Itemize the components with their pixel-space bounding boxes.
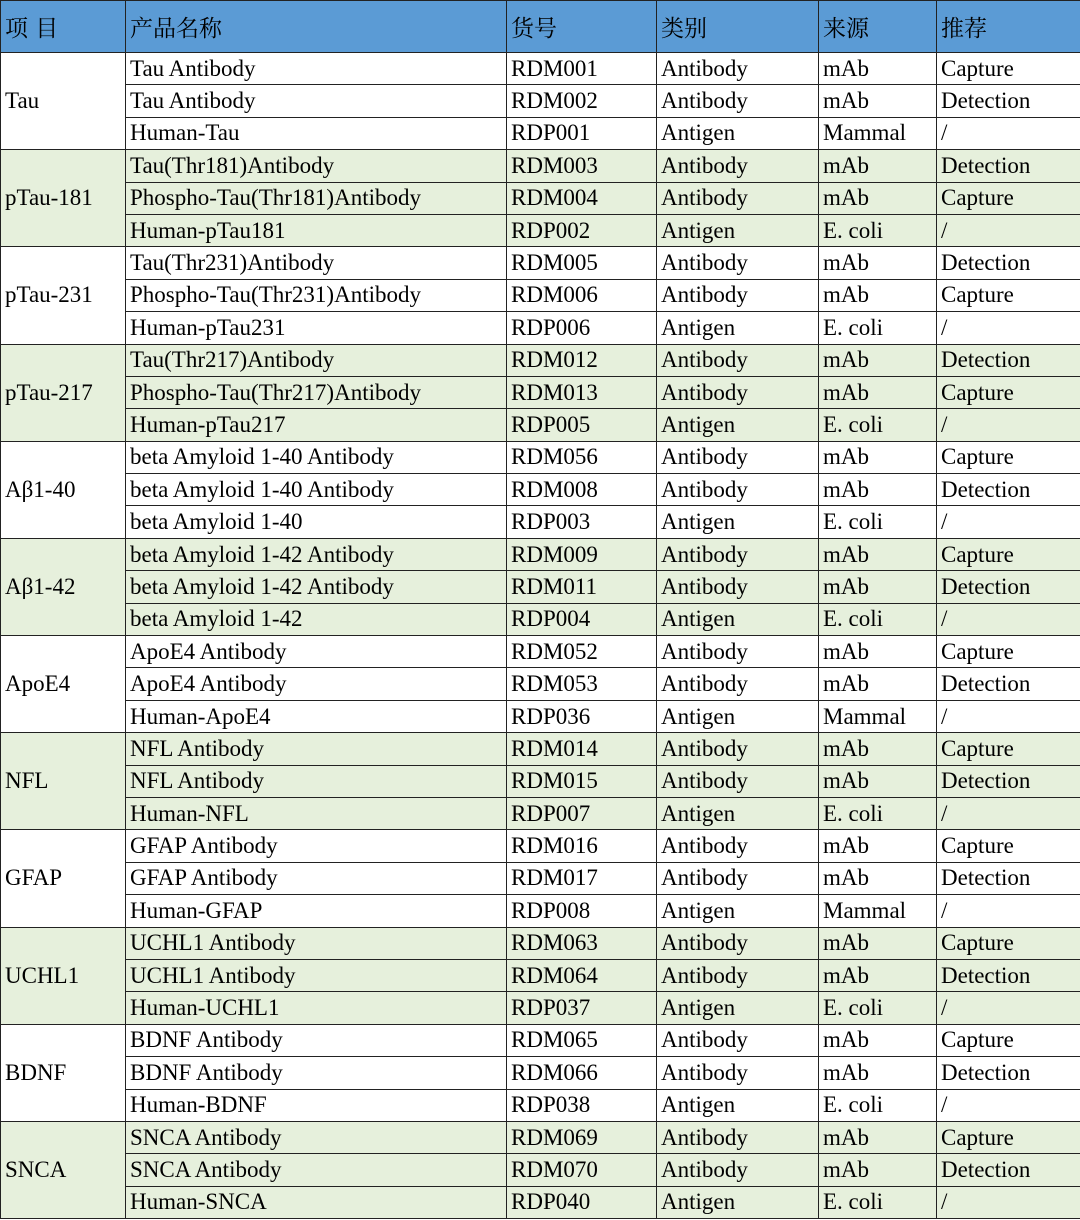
product-name-cell: Phospho-Tau(Thr217)Antibody bbox=[126, 376, 507, 408]
table-row bbox=[1, 312, 1080, 344]
recommendation-cell: Capture bbox=[937, 733, 1080, 765]
recommendation-cell: Detection bbox=[937, 1057, 1080, 1089]
table-row bbox=[1, 117, 1080, 149]
recommendation-cell: / bbox=[937, 797, 1080, 829]
recommendation-cell: Capture bbox=[937, 376, 1080, 408]
catalog-no-cell: RDP007 bbox=[507, 797, 657, 829]
table-row bbox=[1, 895, 1080, 927]
group-label: Aβ1-42 bbox=[1, 538, 126, 635]
table-row bbox=[1, 668, 1080, 700]
recommendation-cell: Capture bbox=[937, 1121, 1080, 1153]
category-cell: Antibody bbox=[657, 441, 819, 473]
product-name-cell: beta Amyloid 1-40 Antibody bbox=[126, 441, 507, 473]
catalog-no-cell: RDM014 bbox=[507, 733, 657, 765]
catalog-no-cell: RDP001 bbox=[507, 117, 657, 149]
catalog-no-cell: RDP040 bbox=[507, 1186, 657, 1218]
table-row bbox=[1, 85, 1080, 117]
recommendation-cell: / bbox=[937, 312, 1080, 344]
catalog-no-cell: RDP036 bbox=[507, 700, 657, 732]
table-row bbox=[1, 959, 1080, 991]
recommendation-cell: Detection bbox=[937, 150, 1080, 182]
product-name-cell: beta Amyloid 1-42 Antibody bbox=[126, 538, 507, 570]
product-name-cell: ApoE4 Antibody bbox=[126, 668, 507, 700]
category-cell: Antibody bbox=[657, 150, 819, 182]
category-cell: Antigen bbox=[657, 1186, 819, 1218]
product-name-cell: beta Amyloid 1-40 Antibody bbox=[126, 474, 507, 506]
category-cell: Antibody bbox=[657, 1154, 819, 1186]
catalog-no-cell: RDM015 bbox=[507, 765, 657, 797]
product-name-cell: Tau(Thr217)Antibody bbox=[126, 344, 507, 376]
table-row bbox=[1, 53, 1080, 85]
category-cell: Antibody bbox=[657, 279, 819, 311]
catalog-no-cell: RDP037 bbox=[507, 992, 657, 1024]
group-label: GFAP bbox=[1, 830, 126, 927]
table-row bbox=[1, 636, 1080, 668]
catalog-no-cell: RDM001 bbox=[507, 53, 657, 85]
catalog-no-cell: RDP005 bbox=[507, 409, 657, 441]
catalog-no-cell: RDM069 bbox=[507, 1121, 657, 1153]
table-row bbox=[1, 797, 1080, 829]
table-row bbox=[1, 1154, 1080, 1186]
source-cell: mAb bbox=[819, 668, 937, 700]
table-row bbox=[1, 1186, 1080, 1218]
category-cell: Antigen bbox=[657, 117, 819, 149]
catalog-no-cell: RDP002 bbox=[507, 214, 657, 246]
category-cell: Antibody bbox=[657, 571, 819, 603]
table-row bbox=[1, 862, 1080, 894]
recommendation-cell: Capture bbox=[937, 636, 1080, 668]
catalog-no-cell: RDP003 bbox=[507, 506, 657, 538]
recommendation-cell: / bbox=[937, 992, 1080, 1024]
table-row bbox=[1, 247, 1080, 279]
recommendation-cell: Capture bbox=[937, 538, 1080, 570]
header-item: 项 目 bbox=[1, 1, 126, 53]
source-cell: mAb bbox=[819, 636, 937, 668]
source-cell: E. coli bbox=[819, 312, 937, 344]
header-row bbox=[1, 1, 1080, 53]
product-name-cell: NFL Antibody bbox=[126, 733, 507, 765]
product-name-cell: Tau Antibody bbox=[126, 53, 507, 85]
table-row bbox=[1, 409, 1080, 441]
category-cell: Antibody bbox=[657, 1057, 819, 1089]
catalog-no-cell: RDM013 bbox=[507, 376, 657, 408]
catalog-no-cell: RDM002 bbox=[507, 85, 657, 117]
product-name-cell: Human-pTau181 bbox=[126, 214, 507, 246]
recommendation-cell: Detection bbox=[937, 959, 1080, 991]
product-name-cell: BDNF Antibody bbox=[126, 1057, 507, 1089]
category-cell: Antibody bbox=[657, 376, 819, 408]
product-name-cell: Human-BDNF bbox=[126, 1089, 507, 1121]
recommendation-cell: / bbox=[937, 214, 1080, 246]
source-cell: E. coli bbox=[819, 797, 937, 829]
recommendation-cell: Detection bbox=[937, 765, 1080, 797]
product-name-cell: Human-ApoE4 bbox=[126, 700, 507, 732]
table-row bbox=[1, 474, 1080, 506]
category-cell: Antibody bbox=[657, 344, 819, 376]
source-cell: E. coli bbox=[819, 992, 937, 1024]
product-name-cell: ApoE4 Antibody bbox=[126, 636, 507, 668]
table-row bbox=[1, 700, 1080, 732]
source-cell: mAb bbox=[819, 85, 937, 117]
group-label: UCHL1 bbox=[1, 927, 126, 1024]
source-cell: mAb bbox=[819, 927, 937, 959]
group-apoe4 bbox=[1, 636, 1080, 733]
category-cell: Antibody bbox=[657, 733, 819, 765]
product-name-cell: NFL Antibody bbox=[126, 765, 507, 797]
category-cell: Antibody bbox=[657, 247, 819, 279]
group-uchl1 bbox=[1, 927, 1080, 1024]
group-label: pTau-181 bbox=[1, 150, 126, 247]
recommendation-cell: Detection bbox=[937, 571, 1080, 603]
recommendation-cell: Detection bbox=[937, 1154, 1080, 1186]
category-cell: Antibody bbox=[657, 85, 819, 117]
recommendation-cell: Detection bbox=[937, 85, 1080, 117]
source-cell: mAb bbox=[819, 830, 937, 862]
recommendation-cell: Detection bbox=[937, 344, 1080, 376]
category-cell: Antigen bbox=[657, 603, 819, 635]
product-name-cell: beta Amyloid 1-42 bbox=[126, 603, 507, 635]
catalog-no-cell: RDM016 bbox=[507, 830, 657, 862]
recommendation-cell: Capture bbox=[937, 53, 1080, 85]
product-name-cell: Human-UCHL1 bbox=[126, 992, 507, 1024]
group-snca bbox=[1, 1121, 1080, 1218]
recommendation-cell: Capture bbox=[937, 830, 1080, 862]
recommendation-cell: / bbox=[937, 1089, 1080, 1121]
product-name-cell: beta Amyloid 1-40 bbox=[126, 506, 507, 538]
catalog-no-cell: RDP006 bbox=[507, 312, 657, 344]
catalog-no-cell: RDM011 bbox=[507, 571, 657, 603]
category-cell: Antibody bbox=[657, 1024, 819, 1056]
group-label: SNCA bbox=[1, 1121, 126, 1218]
product-name-cell: Human-SNCA bbox=[126, 1186, 507, 1218]
catalog-no-cell: RDM056 bbox=[507, 441, 657, 473]
table-row bbox=[1, 506, 1080, 538]
group-label: Aβ1-40 bbox=[1, 441, 126, 538]
catalog-no-cell: RDM004 bbox=[507, 182, 657, 214]
table-row bbox=[1, 441, 1080, 473]
table-row bbox=[1, 992, 1080, 1024]
category-cell: Antibody bbox=[657, 538, 819, 570]
source-cell: mAb bbox=[819, 959, 937, 991]
header-source: 来源 bbox=[819, 1, 937, 53]
table-row bbox=[1, 150, 1080, 182]
catalog-no-cell: RDP038 bbox=[507, 1089, 657, 1121]
source-cell: E. coli bbox=[819, 409, 937, 441]
category-cell: Antibody bbox=[657, 668, 819, 700]
group-ptau-231 bbox=[1, 247, 1080, 344]
product-name-cell: GFAP Antibody bbox=[126, 830, 507, 862]
group-label: NFL bbox=[1, 733, 126, 830]
product-name-cell: Human-NFL bbox=[126, 797, 507, 829]
header-product-name: 产品名称 bbox=[126, 1, 507, 53]
recommendation-cell: / bbox=[937, 700, 1080, 732]
header-category: 类别 bbox=[657, 1, 819, 53]
group-ptau-217 bbox=[1, 344, 1080, 441]
source-cell: mAb bbox=[819, 182, 937, 214]
table-row bbox=[1, 1089, 1080, 1121]
source-cell: E. coli bbox=[819, 603, 937, 635]
group-label: BDNF bbox=[1, 1024, 126, 1121]
catalog-no-cell: RDM064 bbox=[507, 959, 657, 991]
source-cell: mAb bbox=[819, 1154, 937, 1186]
category-cell: Antibody bbox=[657, 830, 819, 862]
category-cell: Antigen bbox=[657, 797, 819, 829]
catalog-no-cell: RDM053 bbox=[507, 668, 657, 700]
table-row bbox=[1, 279, 1080, 311]
source-cell: mAb bbox=[819, 571, 937, 603]
table-row bbox=[1, 830, 1080, 862]
group-bdnf bbox=[1, 1024, 1080, 1121]
table-row bbox=[1, 765, 1080, 797]
table-row bbox=[1, 538, 1080, 570]
group-gfap bbox=[1, 830, 1080, 927]
group-label: pTau-231 bbox=[1, 247, 126, 344]
catalog-no-cell: RDP008 bbox=[507, 895, 657, 927]
recommendation-cell: Capture bbox=[937, 182, 1080, 214]
source-cell: E. coli bbox=[819, 214, 937, 246]
group-a-1-42 bbox=[1, 538, 1080, 635]
product-name-cell: UCHL1 Antibody bbox=[126, 927, 507, 959]
table-row bbox=[1, 344, 1080, 376]
table-row bbox=[1, 733, 1080, 765]
header-catalog-no: 货号 bbox=[507, 1, 657, 53]
recommendation-cell: Detection bbox=[937, 862, 1080, 894]
source-cell: mAb bbox=[819, 1057, 937, 1089]
catalog-no-cell: RDM008 bbox=[507, 474, 657, 506]
catalog-no-cell: RDM003 bbox=[507, 150, 657, 182]
header-recommendation: 推荐 bbox=[937, 1, 1080, 53]
group-label: ApoE4 bbox=[1, 636, 126, 733]
recommendation-cell: Capture bbox=[937, 279, 1080, 311]
table-row bbox=[1, 214, 1080, 246]
category-cell: Antigen bbox=[657, 312, 819, 344]
catalog-no-cell: RDM012 bbox=[507, 344, 657, 376]
source-cell: mAb bbox=[819, 1024, 937, 1056]
source-cell: mAb bbox=[819, 53, 937, 85]
category-cell: Antibody bbox=[657, 1121, 819, 1153]
category-cell: Antibody bbox=[657, 636, 819, 668]
category-cell: Antibody bbox=[657, 862, 819, 894]
recommendation-cell: Detection bbox=[937, 247, 1080, 279]
category-cell: Antigen bbox=[657, 1089, 819, 1121]
catalog-no-cell: RDM017 bbox=[507, 862, 657, 894]
product-name-cell: Human-pTau217 bbox=[126, 409, 507, 441]
product-name-cell: beta Amyloid 1-42 Antibody bbox=[126, 571, 507, 603]
catalog-no-cell: RDM052 bbox=[507, 636, 657, 668]
source-cell: E. coli bbox=[819, 1186, 937, 1218]
source-cell: mAb bbox=[819, 1121, 937, 1153]
product-name-cell: Phospho-Tau(Thr231)Antibody bbox=[126, 279, 507, 311]
source-cell: mAb bbox=[819, 344, 937, 376]
source-cell: Mammal bbox=[819, 700, 937, 732]
source-cell: mAb bbox=[819, 247, 937, 279]
group-a-1-40 bbox=[1, 441, 1080, 538]
category-cell: Antigen bbox=[657, 506, 819, 538]
category-cell: Antibody bbox=[657, 474, 819, 506]
table-row bbox=[1, 603, 1080, 635]
group-nfl bbox=[1, 733, 1080, 830]
category-cell: Antigen bbox=[657, 895, 819, 927]
category-cell: Antibody bbox=[657, 959, 819, 991]
source-cell: E. coli bbox=[819, 1089, 937, 1121]
recommendation-cell: Capture bbox=[937, 927, 1080, 959]
source-cell: mAb bbox=[819, 150, 937, 182]
product-name-cell: SNCA Antibody bbox=[126, 1154, 507, 1186]
category-cell: Antigen bbox=[657, 214, 819, 246]
source-cell: mAb bbox=[819, 862, 937, 894]
source-cell: mAb bbox=[819, 474, 937, 506]
product-name-cell: UCHL1 Antibody bbox=[126, 959, 507, 991]
source-cell: E. coli bbox=[819, 506, 937, 538]
product-name-cell: Tau(Thr181)Antibody bbox=[126, 150, 507, 182]
product-name-cell: SNCA Antibody bbox=[126, 1121, 507, 1153]
table-row bbox=[1, 182, 1080, 214]
catalog-no-cell: RDM066 bbox=[507, 1057, 657, 1089]
recommendation-cell: / bbox=[937, 506, 1080, 538]
category-cell: Antibody bbox=[657, 182, 819, 214]
source-cell: Mammal bbox=[819, 117, 937, 149]
source-cell: mAb bbox=[819, 538, 937, 570]
source-cell: mAb bbox=[819, 279, 937, 311]
category-cell: Antigen bbox=[657, 992, 819, 1024]
product-name-cell: Tau(Thr231)Antibody bbox=[126, 247, 507, 279]
catalog-no-cell: RDP004 bbox=[507, 603, 657, 635]
product-name-cell: Human-Tau bbox=[126, 117, 507, 149]
recommendation-cell: / bbox=[937, 117, 1080, 149]
catalog-no-cell: RDM009 bbox=[507, 538, 657, 570]
product-name-cell: Human-pTau231 bbox=[126, 312, 507, 344]
catalog-no-cell: RDM070 bbox=[507, 1154, 657, 1186]
catalog-no-cell: RDM065 bbox=[507, 1024, 657, 1056]
product-name-cell: GFAP Antibody bbox=[126, 862, 507, 894]
table-row bbox=[1, 927, 1080, 959]
recommendation-cell: / bbox=[937, 1186, 1080, 1218]
group-label: pTau-217 bbox=[1, 344, 126, 441]
group-ptau-181 bbox=[1, 150, 1080, 247]
catalog-no-cell: RDM006 bbox=[507, 279, 657, 311]
table-row bbox=[1, 376, 1080, 408]
group-tau bbox=[1, 53, 1080, 150]
recommendation-cell: / bbox=[937, 603, 1080, 635]
recommendation-cell: Detection bbox=[937, 668, 1080, 700]
recommendation-cell: Capture bbox=[937, 441, 1080, 473]
group-label: Tau bbox=[1, 53, 126, 150]
category-cell: Antigen bbox=[657, 409, 819, 441]
product-name-cell: BDNF Antibody bbox=[126, 1024, 507, 1056]
source-cell: Mammal bbox=[819, 895, 937, 927]
product-name-cell: Tau Antibody bbox=[126, 85, 507, 117]
recommendation-cell: / bbox=[937, 895, 1080, 927]
category-cell: Antigen bbox=[657, 700, 819, 732]
catalog-no-cell: RDM005 bbox=[507, 247, 657, 279]
category-cell: Antibody bbox=[657, 927, 819, 959]
recommendation-cell: Detection bbox=[937, 474, 1080, 506]
table-row bbox=[1, 1121, 1080, 1153]
category-cell: Antibody bbox=[657, 765, 819, 797]
source-cell: mAb bbox=[819, 376, 937, 408]
product-name-cell: Human-GFAP bbox=[126, 895, 507, 927]
recommendation-cell: Capture bbox=[937, 1024, 1080, 1056]
source-cell: mAb bbox=[819, 765, 937, 797]
catalog-no-cell: RDM063 bbox=[507, 927, 657, 959]
source-cell: mAb bbox=[819, 441, 937, 473]
table-row bbox=[1, 571, 1080, 603]
source-cell: mAb bbox=[819, 733, 937, 765]
recommendation-cell: / bbox=[937, 409, 1080, 441]
category-cell: Antibody bbox=[657, 53, 819, 85]
product-name-cell: Phospho-Tau(Thr181)Antibody bbox=[126, 182, 507, 214]
table-row bbox=[1, 1024, 1080, 1056]
table-row bbox=[1, 1057, 1080, 1089]
